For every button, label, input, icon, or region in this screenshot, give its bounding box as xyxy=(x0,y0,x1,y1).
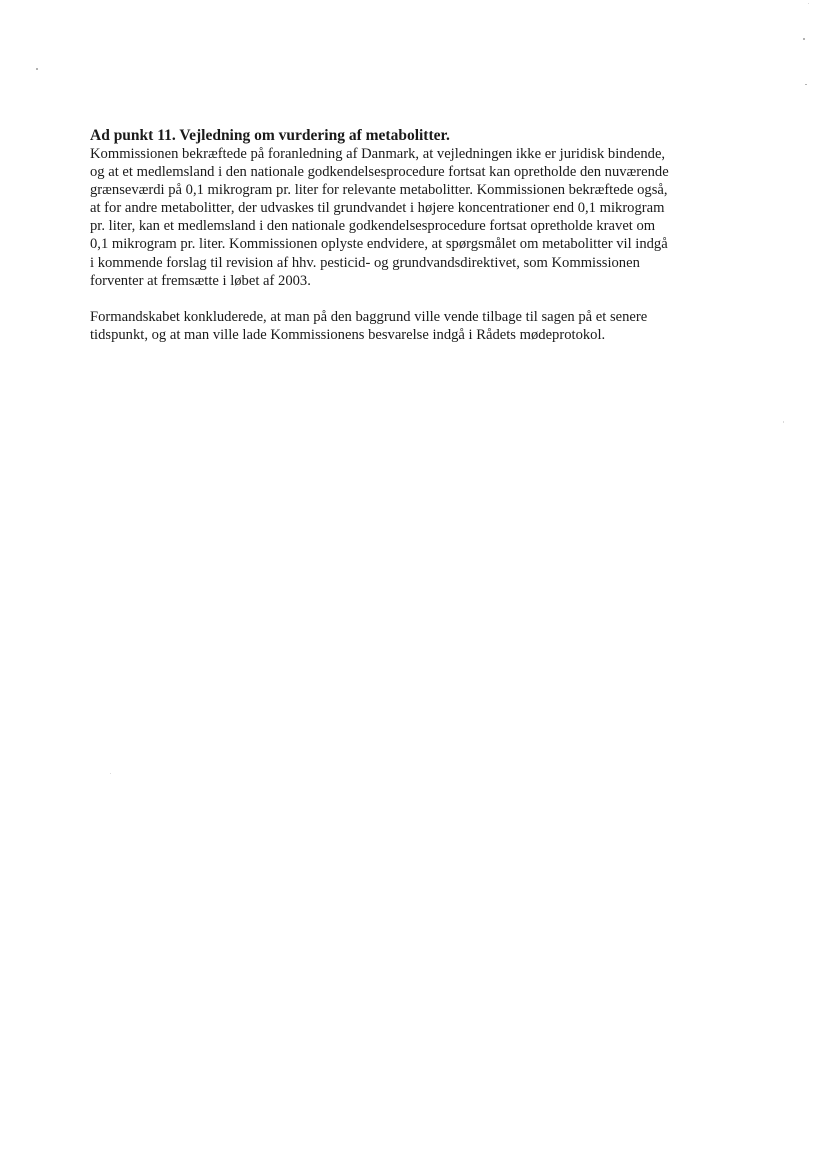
scan-speck xyxy=(803,38,805,40)
text-line: pr. liter, kan et medlemsland i den nationale godkendelsesprocedure fortsat opretholde kravet om xyxy=(90,218,656,235)
text-line: forventer at fremsætte i løbet af 2003. xyxy=(90,272,311,289)
text-line: tidspunkt, og at man ville lade Kommissionens besvarelse indgå i Rådets mødeprotokol. xyxy=(90,326,606,343)
scan-speck xyxy=(110,773,111,774)
text-line: Kommissionen bekræftede på foranledning af Danmark, at vejledningen ikke er juridisk bindende, xyxy=(90,146,666,162)
document-body xyxy=(90,126,758,344)
paragraph-presidency-conclusion xyxy=(90,308,758,344)
scan-speck xyxy=(805,84,807,85)
text-line: 0,1 mikrogram pr. liter. Kommissionen oplyste endvidere, at spørgsmålet om metabolitter vil indgå xyxy=(90,236,668,253)
text-line: i kommende forslag til revision af hhv. pesticid- og grundvandsdirektivet, som Kommissionen xyxy=(90,254,640,271)
scan-speck xyxy=(36,68,38,70)
text-line: at for andre metabolitter, der udvaskes til grundvandet i højere koncentrationer end 0,1 mikrogram xyxy=(90,200,665,217)
text-line: og at et medlemsland i den nationale godkendelsesprocedure fortsat kan opretholde den nuværende xyxy=(90,164,669,181)
section-heading: Ad punkt 11. Vejledning om vurdering af metabolitter. xyxy=(90,127,450,144)
scan-speck xyxy=(808,3,809,4)
scan-speck xyxy=(783,421,784,423)
text-line: grænseværdi på 0,1 mikrogram pr. liter for relevante metabolitter. Kommissionen bekræftede også, xyxy=(90,182,668,199)
paragraph-commission-confirmation xyxy=(90,145,758,290)
text-line: Formandskabet konkluderede, at man på den baggrund ville vende tilbage til sagen på et senere xyxy=(90,308,648,325)
